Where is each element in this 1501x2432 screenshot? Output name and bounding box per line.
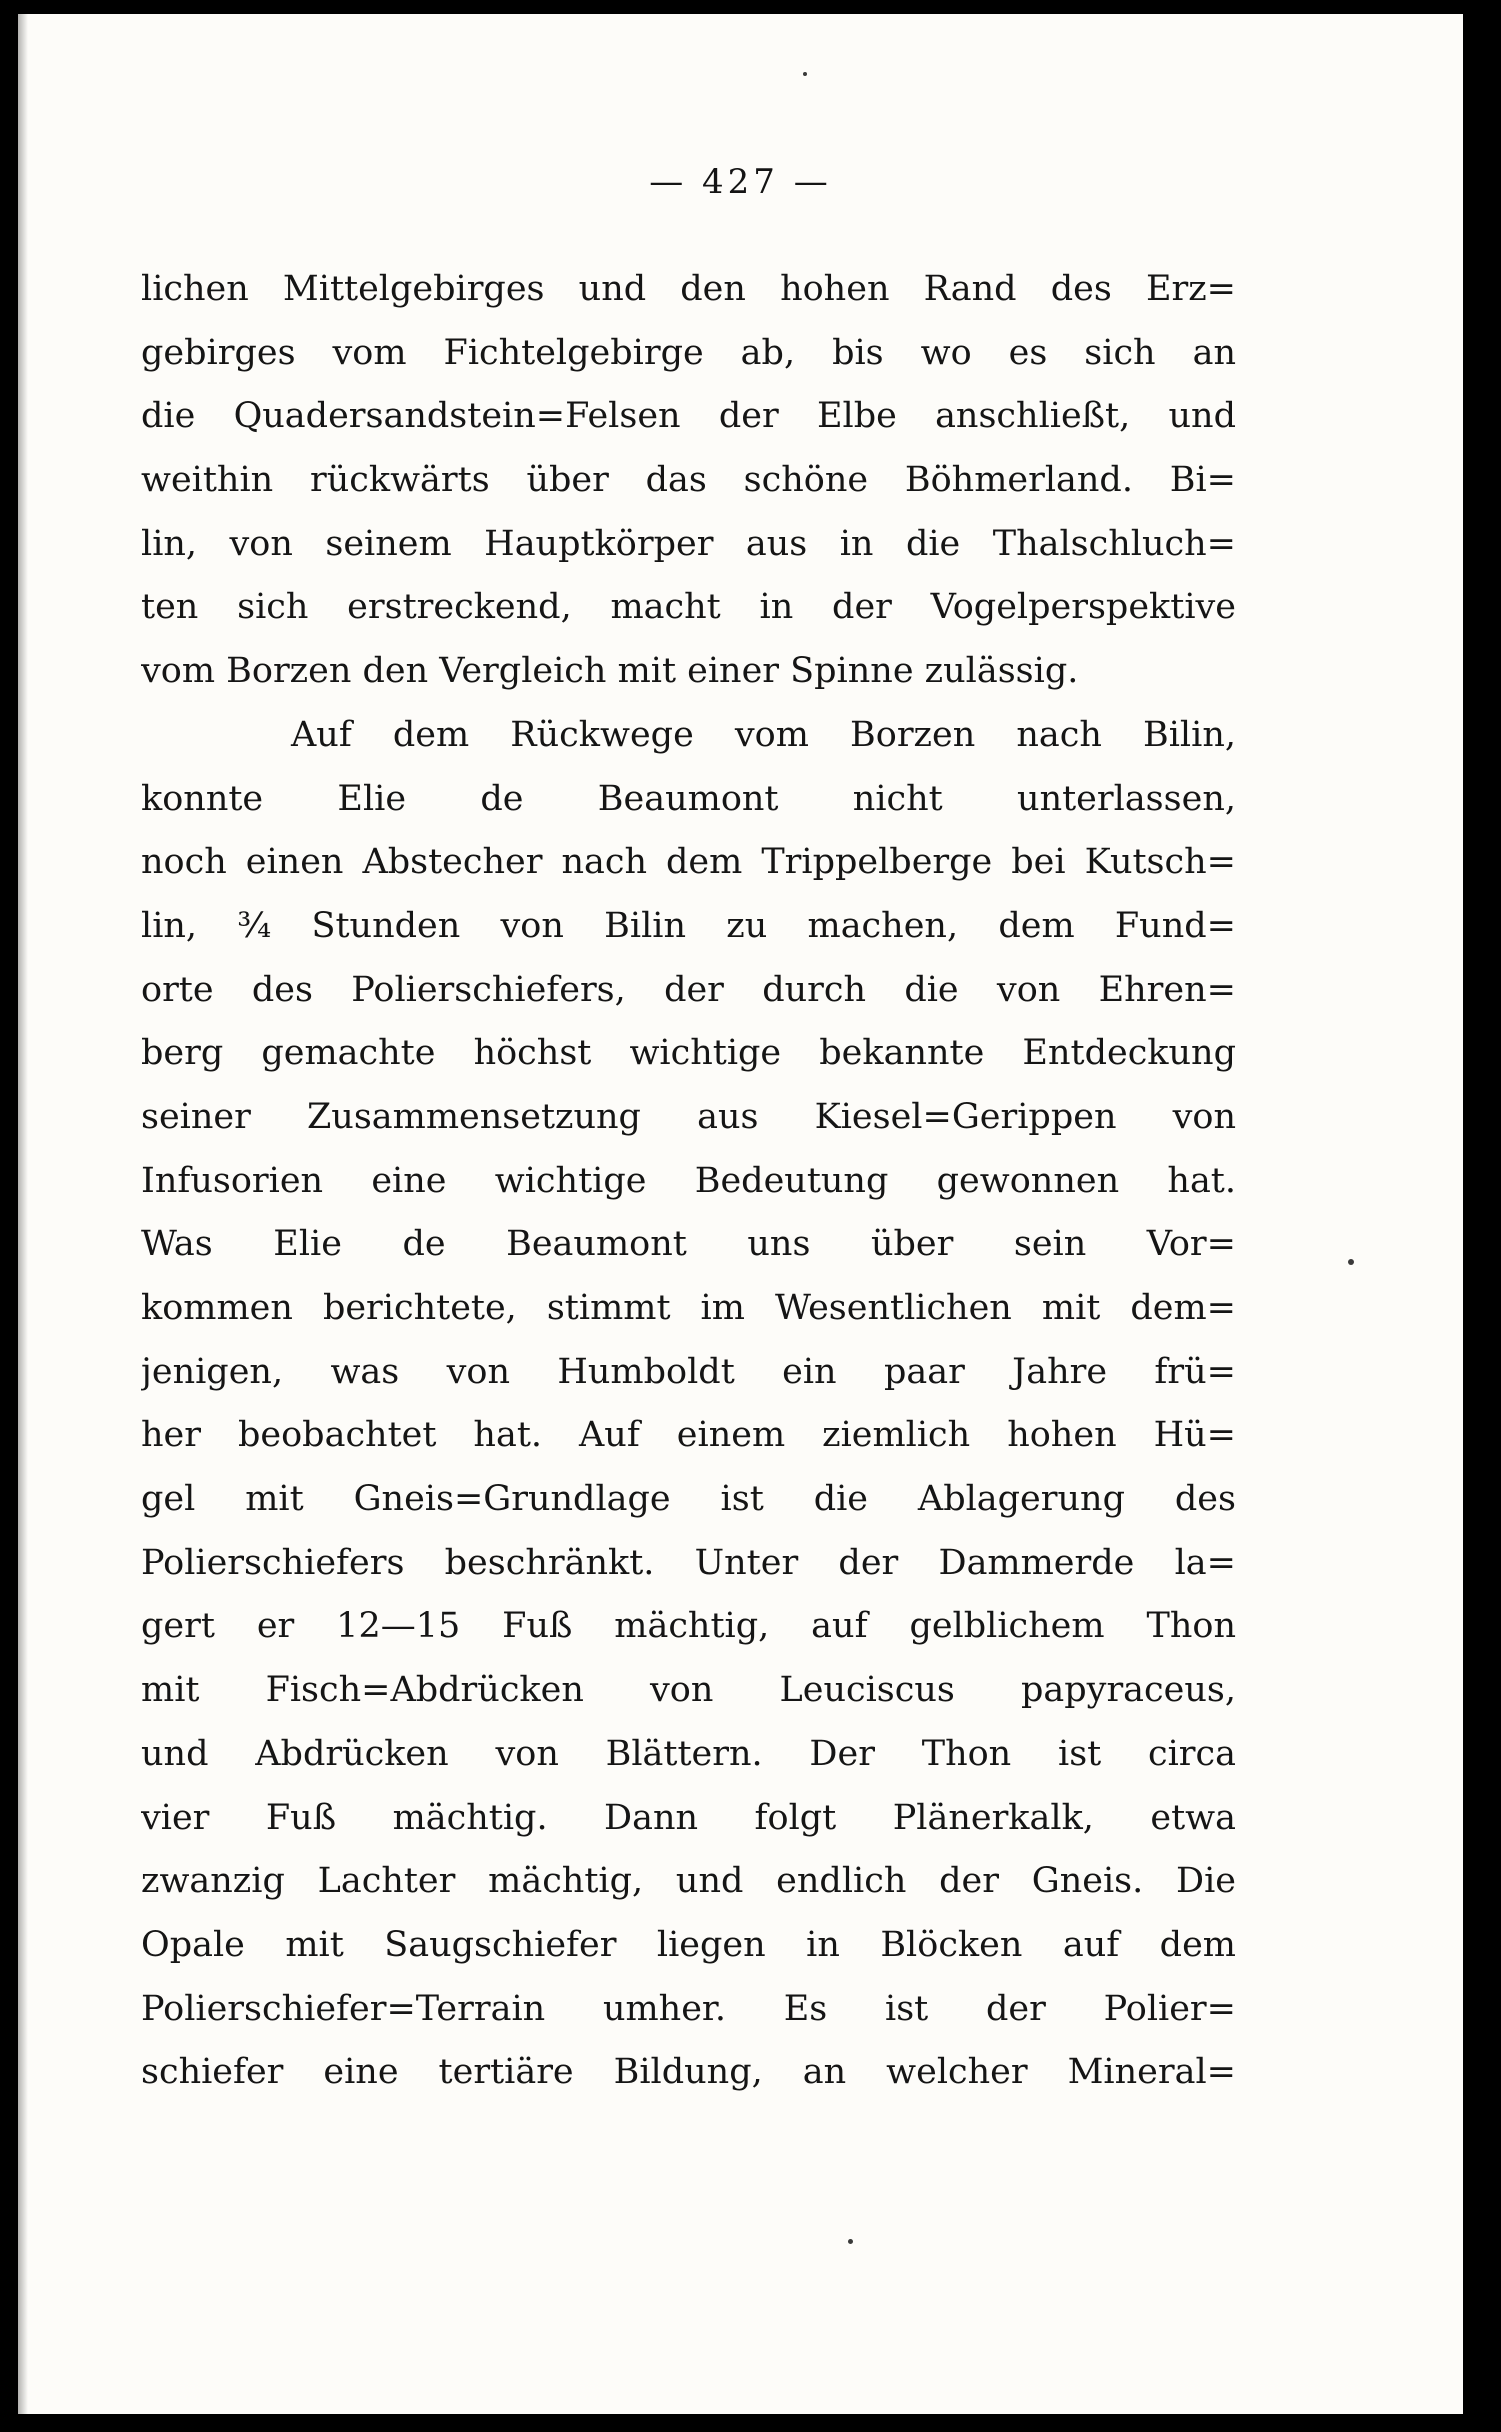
- text-line: gert er 12—15 Fuß mächtig, auf gelblichem Thon: [141, 1606, 1236, 1647]
- text-line: schiefer eine tertiäre Bildung, an welcher Mineral=: [141, 2052, 1236, 2093]
- text-line: berg gemachte höchst wichtige bekannte Entdeckung: [141, 1033, 1236, 1074]
- text-line: kommen berichtete, stimmt im Wesentlichen mit dem=: [141, 1288, 1236, 1328]
- text-line: Infusorien eine wichtige Bedeutung gewonnen hat.: [141, 1160, 1236, 1201]
- paper-speck: [1348, 1259, 1354, 1265]
- text-line: vier Fuß mächtig. Dann folgt Plänerkalk, etwa: [141, 1797, 1236, 1838]
- text-line: konnte Elie de Beaumont nicht unterlassen,: [141, 778, 1236, 819]
- body-text: [141, 258, 1236, 2105]
- text-line: orte des Polierschiefers, der durch die von Ehren=: [141, 969, 1236, 1010]
- text-line: Polierschiefer=Terrain umher. Es ist der Polier=: [141, 1988, 1236, 2029]
- text-line: lin, ¾ Stunden von Bilin zu machen, dem Fund=: [141, 905, 1236, 946]
- text-line: mit Fisch=Abdrücken von Leuciscus papyraceus,: [141, 1670, 1236, 1711]
- text-line: her beobachtet hat. Auf einem ziemlich hohen Hü=: [141, 1415, 1236, 1456]
- paper-speck: [848, 2239, 853, 2244]
- paper-speck: [803, 72, 807, 76]
- text-line: noch einen Abstecher nach dem Trippelberge bei Kutsch=: [141, 842, 1236, 883]
- text-line: jenigen, was von Humboldt ein paar Jahre frü=: [141, 1351, 1236, 1392]
- text-line: Polierschiefers beschränkt. Unter der Dammerde la=: [141, 1542, 1236, 1583]
- text-line: Was Elie de Beaumont uns über sein Vor=: [141, 1224, 1236, 1265]
- book-page: [18, 14, 1463, 2414]
- text-line: lin, von seinem Hauptkörper aus in die Thalschluch=: [141, 523, 1236, 564]
- text-line: gebirges vom Fichtelgebirge ab, bis wo es sich an: [141, 332, 1236, 373]
- text-line: ten sich erstreckend, macht in der Vogelperspektive: [141, 587, 1236, 628]
- page-edge-shadow: [18, 14, 28, 2414]
- text-line: Opale mit Saugschiefer liegen in Blöcken auf dem: [141, 1924, 1236, 1965]
- text-line: vom Borzen den Vergleich mit einer Spinne zulässig.: [141, 651, 1079, 692]
- text-line: Auf dem Rückwege vom Borzen nach Bilin,: [291, 714, 1236, 755]
- text-line: lichen Mittelgebirges und den hohen Rand des Erz=: [141, 269, 1236, 309]
- text-line: zwanzig Lachter mächtig, und endlich der Gneis. Die: [141, 1861, 1236, 1902]
- text-line: weithin rückwärts über das schöne Böhmerland. Bi=: [141, 460, 1236, 501]
- text-line: und Abdrücken von Blättern. Der Thon ist circa: [141, 1733, 1236, 1774]
- page-number: — 427 —: [649, 162, 832, 202]
- text-line: seiner Zusammensetzung aus Kiesel=Gerippen von: [141, 1096, 1236, 1137]
- text-line: gel mit Gneis=Grundlage ist die Ablagerung des: [141, 1479, 1236, 1520]
- text-line: die Quadersandstein=Felsen der Elbe anschließt, und: [141, 396, 1236, 437]
